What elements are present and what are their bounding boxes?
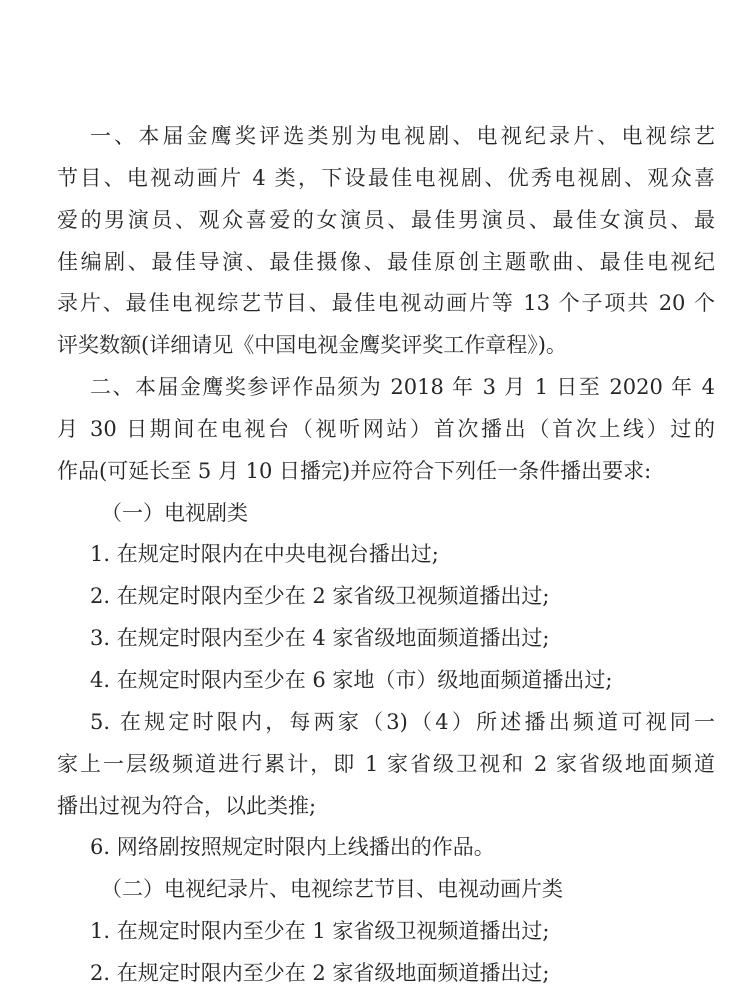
paragraph xyxy=(57,116,715,367)
section-heading xyxy=(57,869,715,911)
text-line: （一）电视剧类 xyxy=(101,500,248,525)
paragraph xyxy=(57,827,715,869)
section-heading xyxy=(57,493,715,535)
text-line: 播出过视为符合，以此类推; xyxy=(57,793,317,818)
text-line: 3. 在规定时限内至少在 4 家省级地面频道播出过; xyxy=(90,626,550,651)
paragraph xyxy=(57,911,715,953)
text-line: （二）电视纪录片、电视综艺节目、电视动画片类 xyxy=(101,877,563,902)
text-line: 一、本届金鹰奖评选类别为电视剧、电视纪录片、电视综艺 xyxy=(90,124,715,148)
paragraph xyxy=(57,953,715,995)
text-line: 二、本届金鹰奖参评作品须为 2018 年 3 月 1 日至 2020 年 4 xyxy=(90,375,715,400)
text-line: 家上一层级频道进行累计，即 1 家省级卫视和 2 家省级地面频道 xyxy=(57,751,715,776)
paragraph xyxy=(57,660,715,702)
paragraph xyxy=(57,576,715,618)
text-line: 5. 在规定时限内，每两家（3)（4）所述播出频道可视同一 xyxy=(90,709,715,734)
document-body xyxy=(57,116,715,995)
text-line: 月 30 日期间在电视台（视听网站）首次播出（首次上线）过的 xyxy=(57,416,715,441)
text-line: 节目、电视动画片 4 类，下设最佳电视剧、优秀电视剧、观众喜 xyxy=(57,165,715,190)
text-line: 2. 在规定时限内至少在 2 家省级卫视频道播出过; xyxy=(90,584,550,609)
text-line: 1. 在规定时限内在中央电视台播出过; xyxy=(90,542,439,567)
text-line: 佳编剧、最佳导演、最佳摄像、最佳原创主题歌曲、最佳电视纪 xyxy=(57,249,715,274)
text-line: 6. 网络剧按照规定时限内上线播出的作品。 xyxy=(90,835,495,860)
text-line: 1. 在规定时限内至少在 1 家省级卫视频道播出过; xyxy=(90,919,550,944)
text-line: 2. 在规定时限内至少在 2 家省级地面频道播出过; xyxy=(90,960,550,985)
paragraph xyxy=(57,702,715,828)
text-line: 录片、最佳电视综艺节目、最佳电视动画片等 13 个子项共 20 个 xyxy=(57,291,715,316)
paragraph xyxy=(57,367,715,493)
paragraph xyxy=(57,534,715,576)
paragraph xyxy=(57,618,715,660)
text-line: 爱的男演员、观众喜爱的女演员、最佳男演员、最佳女演员、最 xyxy=(57,207,715,232)
text-line: 作品(可延长至 5 月 10 日播完)并应符合下列任一条件播出要求: xyxy=(57,458,652,483)
text-line: 4. 在规定时限内至少在 6 家地（市）级地面频道播出过; xyxy=(90,667,613,692)
text-line: 评奖数额(详细请见《中国电视金鹰奖评奖工作章程》)。 xyxy=(57,333,567,358)
